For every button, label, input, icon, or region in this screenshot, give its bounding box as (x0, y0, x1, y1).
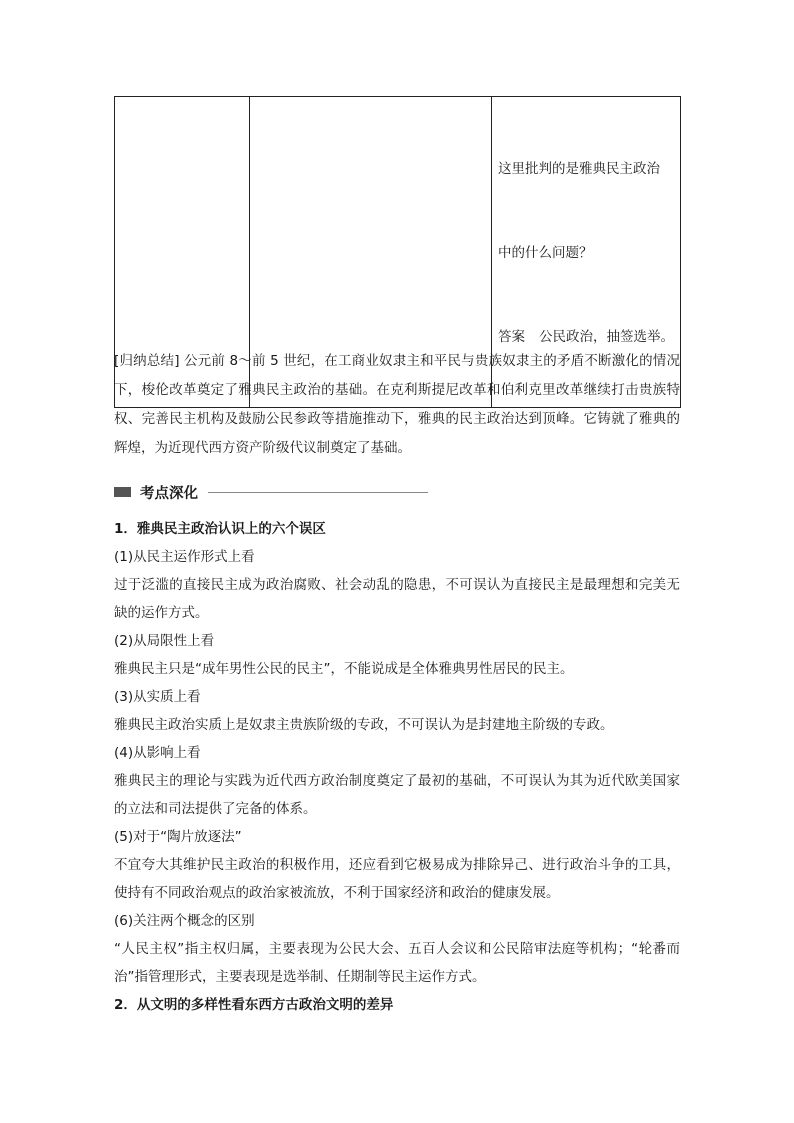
heading-1: 1．雅典民主政治认识上的六个误区 (114, 521, 326, 537)
section-divider (208, 492, 428, 493)
item-6-title: (6)关注两个概念的区别 (114, 913, 255, 929)
summary-tag: [归纳总结] (114, 353, 180, 369)
content-body (114, 515, 680, 1019)
item-2-title: (2)从局限性上看 (114, 633, 215, 649)
summary-paragraph (114, 347, 680, 463)
section-bar-icon (114, 487, 131, 497)
section-header (114, 480, 444, 504)
item-5-title: (5)对于“陶片放逐法” (114, 829, 242, 845)
item-1-text: 过于泛滥的直接民主成为政治腐败、社会动乱的隐患，不可误认为直接民主是最理想和完美无缺的运作方式。 (114, 577, 680, 621)
item-5-text: 不宜夸大其维护民主政治的积极作用，还应看到它极易成为排除异己、进行政治斗争的工具，使持有不同政治观点的政治家被流放，不利于国家经济和政治的健康发展。 (114, 857, 680, 901)
item-3-text: 雅典民主政治实质上是奴隶主贵族阶级的专政，不可误认为是封建地主阶级的专政。 (114, 717, 614, 733)
question-line-1: 这里批判的是雅典民主政治 (498, 161, 660, 177)
question-line-2: 中的什么问题？ (498, 245, 593, 261)
item-4-text: 雅典民主的理论与实践为近代西方政治制度奠定了最初的基础，不可误认为其为近代欧美国家的立法和司法提供了完备的体系。 (114, 773, 680, 817)
heading-2: 2．从文明的多样性看东西方古政治文明的差异 (114, 997, 394, 1013)
section-title: 考点深化 (140, 485, 198, 502)
item-6-text: “人民主权”指主权归属，主要表现为公民大会、五百人会议和公民陪审法庭等机构；“轮番而治”指管理形式，主要表现是选举制、任期制等民主运作方式。 (114, 941, 680, 985)
item-1-title: (1)从民主运作形式上看 (114, 549, 255, 565)
answer-label: 答案 (498, 329, 525, 345)
item-3-title: (3)从实质上看 (114, 689, 201, 705)
summary-text: 公元前 8～前 5 世纪，在工商业奴隶主和平民与贵族奴隶主的矛盾不断激化的情况下，梭伦改革奠定了雅典民主政治的基础。在克利斯提尼改革和伯利克里改革继续打击贵族特权、完善民主机构及鼓励公民参政等措施推动下，雅典的民主政治达到顶峰。它铸就了雅典的辉煌，为近现代西方资产阶级代议制奠定了基础。 (114, 353, 680, 456)
item-4-title: (4)从影响上看 (114, 745, 201, 761)
answer-text: 公民政治，抽签选举。 (539, 329, 674, 345)
item-2-text: 雅典民主只是“成年男性公民的民主”，不能说成是全体雅典男性居民的民主。 (114, 661, 574, 677)
